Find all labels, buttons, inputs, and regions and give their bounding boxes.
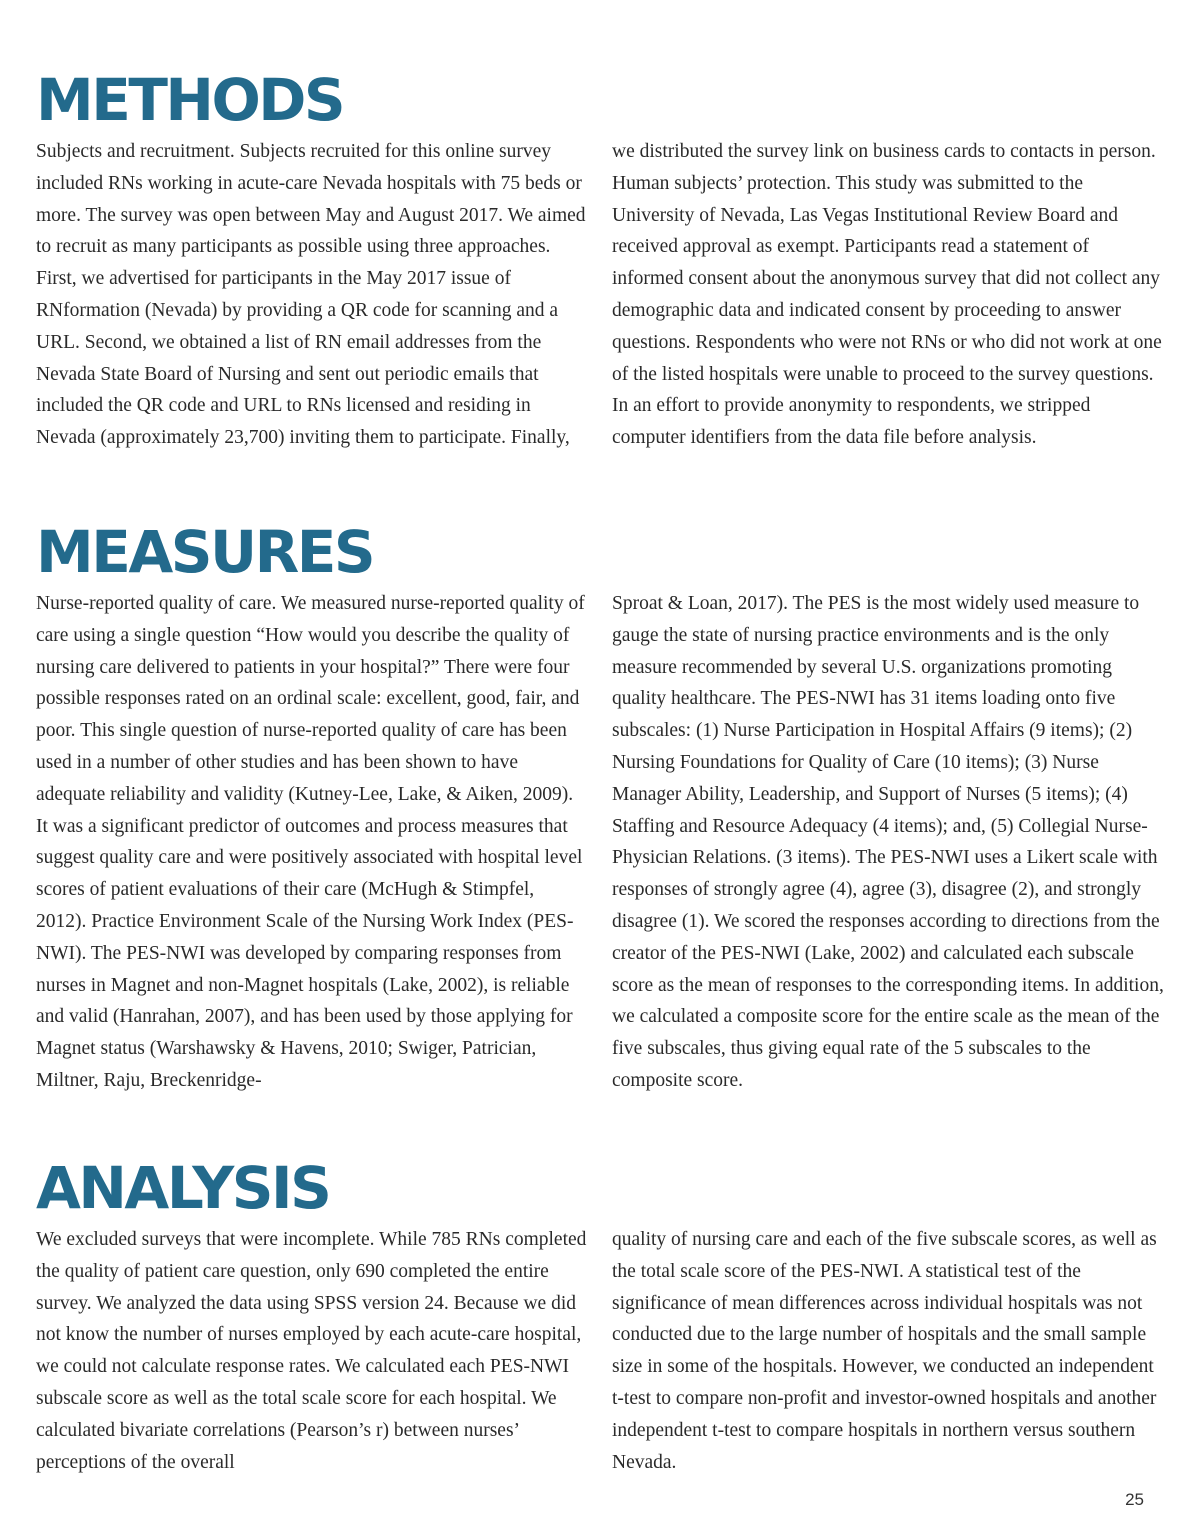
measures-columns bbox=[36, 588, 1164, 1097]
methods-columns bbox=[36, 136, 1164, 454]
methods-heading: METHODS bbox=[36, 66, 344, 134]
methods-left-column: Subjects and recruitment. Subjects recruited for this online survey included RNs working in acute-care Nevada hospitals with 75 beds or more. The survey was open between May and August 2017. We aimed to recruit as many participants as possible using three approaches. First, we advertised for participants in the May 2017 issue of RNformation (Nevada) by providing a QR code for scanning and a URL. Second, we obtained a list of RN email addresses from the Nevada State Board of Nursing and sent out periodic emails that included the QR code and URL to RNs licensed and residing in Nevada (approximately 23,700) inviting them to participate. Finally, bbox=[36, 141, 586, 449]
analysis-section bbox=[36, 1154, 1164, 1478]
methods-section bbox=[36, 66, 1164, 454]
measures-heading: MEASURES bbox=[36, 518, 374, 586]
analysis-columns bbox=[36, 1224, 1164, 1478]
analysis-left-column: We excluded surveys that were incomplete. While 785 RNs completed the quality of patient care question, only 690 completed the entire survey. We analyzed the data using SPSS version 24. Because we did not know the number of nurses employed by each acute-care hospital, we could not calculate response rates. We calculated each PES-NWI subscale score as well as the total scale score for each hospital. We calculated bivariate correlations (Pearson’s r) between nurses’ perceptions of the overall bbox=[36, 1229, 587, 1473]
measures-section bbox=[36, 518, 1164, 1097]
measures-right-column: Sproat & Loan, 2017). The PES is the most widely used measure to gauge the state of nursing practice environments and is the only measure recommended by several U.S. organizations promoting quality healthcare. The PES-NWI has 31 items loading onto five subscales: (1) Nurse Participation in Hospital Affairs (9 items); (2) Nursing Foundations for Quality of Care (10 items); (3) Nurse Manager Ability, Leadership, and Support of Nurses (5 items); (4) Staffing and Resource Adequacy (4 items); and, (5) Collegial Nurse-Physician Relations. (3 items). The PES-NWI uses a Likert scale with responses of strongly agree (4), agree (3), disagree (2), and strongly disagree (1). We scored the responses according to directions from the creator of the PES-NWI (Lake, 2002) and calculated each subscale score as the mean of responses to the corresponding items. In addition, we calculated a composite score for the entire scale as the mean of the five subscales, thus giving equal rate of the 5 subscales to the composite score. bbox=[612, 593, 1164, 1091]
measures-left-column: Nurse-reported quality of care. We measured nurse-reported quality of care using a single question “How would you describe the quality of nursing care delivered to patients in your hospital?” There were four possible responses rated on an ordinal scale: excellent, good, fair, and poor. This single question of nurse-reported quality of care has been used in a number of other studies and has been shown to have adequate reliability and validity (Kutney-Lee, Lake, & Aiken, 2009). It was a significant predictor of outcomes and process measures that suggest quality care and were positively associated with hospital level scores of patient evaluations of their care (McHugh & Stimpfel, 2012). Practice Environment Scale of the Nursing Work Index (PES-NWI). The PES-NWI was developed by comparing responses from nurses in Magnet and non-Magnet hospitals (Lake, 2002), is reliable and valid (Hanrahan, 2007), and has been used by those applying for Magnet status (Warshawsky & Havens, 2010; Swiger, Patrician, Miltner, Raju, Breckenridge- bbox=[36, 593, 585, 1091]
analysis-heading: ANALYSIS bbox=[36, 1154, 330, 1222]
methods-right-column: we distributed the survey link on business cards to contacts in person. Human subjects’ protection. This study was submitted to the University of Nevada, Las Vegas Institutional Review Board and received approval as exempt. Participants read a statement of informed consent about the anonymous survey that did not collect any demographic data and indicated consent by proceeding to answer questions. Respondents who were not RNs or who did not work at one of the listed hospitals were unable to proceed to the survey questions. In an effort to provide anonymity to respondents, we stripped computer identifiers from the data file before analysis. bbox=[612, 141, 1162, 449]
analysis-right-column: quality of nursing care and each of the five subscale scores, as well as the total scale score of the PES-NWI. A statistical test of the significance of mean differences across individual hospitals was not conducted due to the large number of hospitals and the small sample size in some of the hospitals. However, we conducted an independent t-test to compare non-profit and investor-owned hospitals and another independent t-test to compare hospitals in northern versus southern Nevada. bbox=[612, 1229, 1157, 1473]
page-number: 25 bbox=[1125, 1490, 1144, 1509]
